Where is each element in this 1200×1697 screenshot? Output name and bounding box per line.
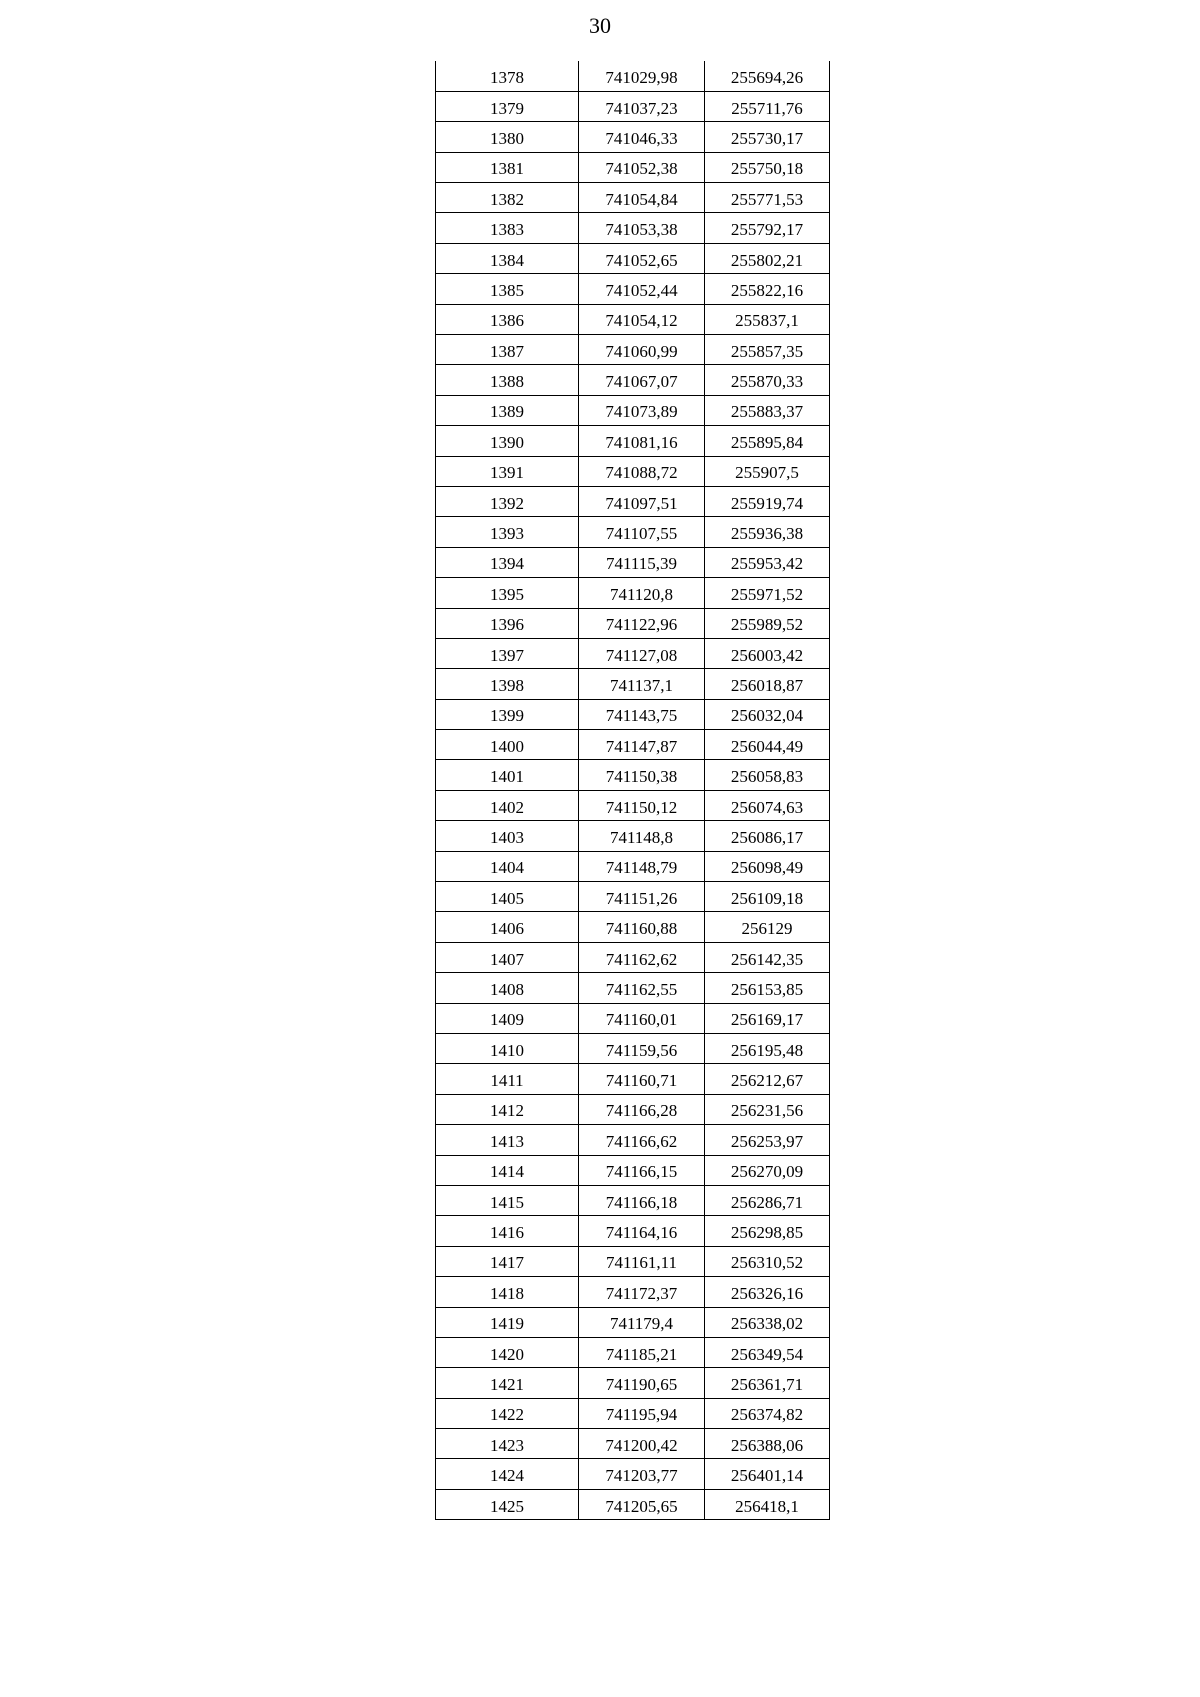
coordinates-table-body xyxy=(436,61,830,1520)
point-number-cell: 1410 xyxy=(436,1034,579,1064)
y-coordinate-cell: 255771,53 xyxy=(705,183,830,213)
y-coordinate-cell: 256253,97 xyxy=(705,1125,830,1155)
table-row xyxy=(436,1125,830,1155)
table-row xyxy=(436,851,830,881)
table-row xyxy=(436,547,830,577)
point-number-cell: 1425 xyxy=(436,1489,579,1519)
y-coordinate-cell: 256153,85 xyxy=(705,973,830,1003)
point-number-cell: 1423 xyxy=(436,1429,579,1459)
table-row xyxy=(436,456,830,486)
table-row xyxy=(436,426,830,456)
table-row xyxy=(436,91,830,121)
table-row xyxy=(436,1216,830,1246)
y-coordinate-cell: 256098,49 xyxy=(705,851,830,881)
point-number-cell: 1395 xyxy=(436,578,579,608)
y-coordinate-cell: 256212,67 xyxy=(705,1064,830,1094)
table-row xyxy=(436,608,830,638)
x-coordinate-cell: 741162,62 xyxy=(579,942,705,972)
point-number-cell: 1378 xyxy=(436,61,579,91)
y-coordinate-cell: 256074,63 xyxy=(705,790,830,820)
point-number-cell: 1415 xyxy=(436,1185,579,1215)
point-number-cell: 1383 xyxy=(436,213,579,243)
x-coordinate-cell: 741179,4 xyxy=(579,1307,705,1337)
point-number-cell: 1379 xyxy=(436,91,579,121)
x-coordinate-cell: 741166,28 xyxy=(579,1094,705,1124)
table-row xyxy=(436,942,830,972)
table-row xyxy=(436,183,830,213)
y-coordinate-cell: 255694,26 xyxy=(705,61,830,91)
table-row xyxy=(436,973,830,1003)
point-number-cell: 1419 xyxy=(436,1307,579,1337)
table-row xyxy=(436,882,830,912)
y-coordinate-cell: 255837,1 xyxy=(705,304,830,334)
x-coordinate-cell: 741143,75 xyxy=(579,699,705,729)
point-number-cell: 1421 xyxy=(436,1368,579,1398)
table-row xyxy=(436,638,830,668)
y-coordinate-cell: 255711,76 xyxy=(705,91,830,121)
y-coordinate-cell: 256142,35 xyxy=(705,942,830,972)
point-number-cell: 1382 xyxy=(436,183,579,213)
table-row xyxy=(436,274,830,304)
point-number-cell: 1416 xyxy=(436,1216,579,1246)
table-row xyxy=(436,1155,830,1185)
y-coordinate-cell: 256361,71 xyxy=(705,1368,830,1398)
x-coordinate-cell: 741166,15 xyxy=(579,1155,705,1185)
y-coordinate-cell: 255989,52 xyxy=(705,608,830,638)
x-coordinate-cell: 741107,55 xyxy=(579,517,705,547)
x-coordinate-cell: 741052,38 xyxy=(579,152,705,182)
y-coordinate-cell: 256286,71 xyxy=(705,1185,830,1215)
table-row xyxy=(436,730,830,760)
point-number-cell: 1404 xyxy=(436,851,579,881)
table-row xyxy=(436,517,830,547)
table-row xyxy=(436,395,830,425)
y-coordinate-cell: 256310,52 xyxy=(705,1246,830,1276)
x-coordinate-cell: 741120,8 xyxy=(579,578,705,608)
point-number-cell: 1422 xyxy=(436,1398,579,1428)
point-number-cell: 1417 xyxy=(436,1246,579,1276)
x-coordinate-cell: 741151,26 xyxy=(579,882,705,912)
point-number-cell: 1409 xyxy=(436,1003,579,1033)
y-coordinate-cell: 255857,35 xyxy=(705,335,830,365)
table-row xyxy=(436,61,830,91)
point-number-cell: 1391 xyxy=(436,456,579,486)
table-row xyxy=(436,790,830,820)
y-coordinate-cell: 256195,48 xyxy=(705,1034,830,1064)
point-number-cell: 1403 xyxy=(436,821,579,851)
point-number-cell: 1396 xyxy=(436,608,579,638)
table-row xyxy=(436,760,830,790)
y-coordinate-cell: 255822,16 xyxy=(705,274,830,304)
y-coordinate-cell: 256169,17 xyxy=(705,1003,830,1033)
y-coordinate-cell: 256044,49 xyxy=(705,730,830,760)
x-coordinate-cell: 741203,77 xyxy=(579,1459,705,1489)
x-coordinate-cell: 741054,12 xyxy=(579,304,705,334)
x-coordinate-cell: 741172,37 xyxy=(579,1277,705,1307)
x-coordinate-cell: 741046,33 xyxy=(579,122,705,152)
point-number-cell: 1392 xyxy=(436,486,579,516)
table-row xyxy=(436,1398,830,1428)
x-coordinate-cell: 741147,87 xyxy=(579,730,705,760)
point-number-cell: 1394 xyxy=(436,547,579,577)
x-coordinate-cell: 741159,56 xyxy=(579,1034,705,1064)
y-coordinate-cell: 256032,04 xyxy=(705,699,830,729)
y-coordinate-cell: 256374,82 xyxy=(705,1398,830,1428)
point-number-cell: 1393 xyxy=(436,517,579,547)
table-row xyxy=(436,578,830,608)
point-number-cell: 1424 xyxy=(436,1459,579,1489)
x-coordinate-cell: 741052,44 xyxy=(579,274,705,304)
x-coordinate-cell: 741052,65 xyxy=(579,243,705,273)
y-coordinate-cell: 255936,38 xyxy=(705,517,830,547)
table-row xyxy=(436,1459,830,1489)
point-number-cell: 1389 xyxy=(436,395,579,425)
table-row xyxy=(436,1064,830,1094)
y-coordinate-cell: 255870,33 xyxy=(705,365,830,395)
y-coordinate-cell: 256003,42 xyxy=(705,638,830,668)
table-row xyxy=(436,1277,830,1307)
table-row xyxy=(436,152,830,182)
y-coordinate-cell: 255895,84 xyxy=(705,426,830,456)
point-number-cell: 1405 xyxy=(436,882,579,912)
point-number-cell: 1381 xyxy=(436,152,579,182)
table-row xyxy=(436,486,830,516)
x-coordinate-cell: 741162,55 xyxy=(579,973,705,1003)
y-coordinate-cell: 256326,16 xyxy=(705,1277,830,1307)
table-row xyxy=(436,1337,830,1367)
x-coordinate-cell: 741150,38 xyxy=(579,760,705,790)
point-number-cell: 1414 xyxy=(436,1155,579,1185)
point-number-cell: 1398 xyxy=(436,669,579,699)
table-row xyxy=(436,1489,830,1519)
x-coordinate-cell: 741060,99 xyxy=(579,335,705,365)
point-number-cell: 1385 xyxy=(436,274,579,304)
x-coordinate-cell: 741148,8 xyxy=(579,821,705,851)
table-row xyxy=(436,669,830,699)
y-coordinate-cell: 256058,83 xyxy=(705,760,830,790)
x-coordinate-cell: 741122,96 xyxy=(579,608,705,638)
point-number-cell: 1390 xyxy=(436,426,579,456)
x-coordinate-cell: 741166,62 xyxy=(579,1125,705,1155)
y-coordinate-cell: 256086,17 xyxy=(705,821,830,851)
point-number-cell: 1412 xyxy=(436,1094,579,1124)
x-coordinate-cell: 741150,12 xyxy=(579,790,705,820)
table-row xyxy=(436,213,830,243)
x-coordinate-cell: 741029,98 xyxy=(579,61,705,91)
x-coordinate-cell: 741081,16 xyxy=(579,426,705,456)
x-coordinate-cell: 741088,72 xyxy=(579,456,705,486)
table-row xyxy=(436,1094,830,1124)
x-coordinate-cell: 741053,38 xyxy=(579,213,705,243)
point-number-cell: 1380 xyxy=(436,122,579,152)
x-coordinate-cell: 741097,51 xyxy=(579,486,705,516)
point-number-cell: 1388 xyxy=(436,365,579,395)
y-coordinate-cell: 255792,17 xyxy=(705,213,830,243)
x-coordinate-cell: 741127,08 xyxy=(579,638,705,668)
y-coordinate-cell: 255953,42 xyxy=(705,547,830,577)
point-number-cell: 1384 xyxy=(436,243,579,273)
y-coordinate-cell: 255971,52 xyxy=(705,578,830,608)
point-number-cell: 1413 xyxy=(436,1125,579,1155)
table-row xyxy=(436,1034,830,1064)
x-coordinate-cell: 741195,94 xyxy=(579,1398,705,1428)
table-row xyxy=(436,1307,830,1337)
x-coordinate-cell: 741166,18 xyxy=(579,1185,705,1215)
table-row xyxy=(436,243,830,273)
y-coordinate-cell: 255919,74 xyxy=(705,486,830,516)
table-row xyxy=(436,699,830,729)
x-coordinate-cell: 741037,23 xyxy=(579,91,705,121)
y-coordinate-cell: 255730,17 xyxy=(705,122,830,152)
table-row xyxy=(436,1368,830,1398)
y-coordinate-cell: 256418,1 xyxy=(705,1489,830,1519)
y-coordinate-cell: 256018,87 xyxy=(705,669,830,699)
point-number-cell: 1402 xyxy=(436,790,579,820)
table-row xyxy=(436,335,830,365)
table-row xyxy=(436,122,830,152)
x-coordinate-cell: 741190,65 xyxy=(579,1368,705,1398)
x-coordinate-cell: 741205,65 xyxy=(579,1489,705,1519)
y-coordinate-cell: 256401,14 xyxy=(705,1459,830,1489)
point-number-cell: 1411 xyxy=(436,1064,579,1094)
y-coordinate-cell: 256109,18 xyxy=(705,882,830,912)
table-row xyxy=(436,304,830,334)
point-number-cell: 1407 xyxy=(436,942,579,972)
y-coordinate-cell: 255883,37 xyxy=(705,395,830,425)
page-number: 30 xyxy=(589,13,611,38)
table-row xyxy=(436,365,830,395)
x-coordinate-cell: 741160,88 xyxy=(579,912,705,942)
y-coordinate-cell: 256231,56 xyxy=(705,1094,830,1124)
x-coordinate-cell: 741160,71 xyxy=(579,1064,705,1094)
table-row xyxy=(436,1003,830,1033)
table-row xyxy=(436,912,830,942)
x-coordinate-cell: 741115,39 xyxy=(579,547,705,577)
point-number-cell: 1387 xyxy=(436,335,579,365)
coordinates-table xyxy=(435,61,830,1520)
y-coordinate-cell: 256338,02 xyxy=(705,1307,830,1337)
point-number-cell: 1386 xyxy=(436,304,579,334)
x-coordinate-cell: 741161,11 xyxy=(579,1246,705,1276)
x-coordinate-cell: 741067,07 xyxy=(579,365,705,395)
table-row xyxy=(436,1246,830,1276)
point-number-cell: 1399 xyxy=(436,699,579,729)
x-coordinate-cell: 741164,16 xyxy=(579,1216,705,1246)
y-coordinate-cell: 256349,54 xyxy=(705,1337,830,1367)
y-coordinate-cell: 255750,18 xyxy=(705,152,830,182)
point-number-cell: 1420 xyxy=(436,1337,579,1367)
x-coordinate-cell: 741137,1 xyxy=(579,669,705,699)
y-coordinate-cell: 256270,09 xyxy=(705,1155,830,1185)
y-coordinate-cell: 255907,5 xyxy=(705,456,830,486)
y-coordinate-cell: 256298,85 xyxy=(705,1216,830,1246)
table-row xyxy=(436,821,830,851)
point-number-cell: 1406 xyxy=(436,912,579,942)
table-row xyxy=(436,1185,830,1215)
table-row xyxy=(436,1429,830,1459)
point-number-cell: 1400 xyxy=(436,730,579,760)
x-coordinate-cell: 741160,01 xyxy=(579,1003,705,1033)
x-coordinate-cell: 741200,42 xyxy=(579,1429,705,1459)
point-number-cell: 1401 xyxy=(436,760,579,790)
x-coordinate-cell: 741185,21 xyxy=(579,1337,705,1367)
x-coordinate-cell: 741054,84 xyxy=(579,183,705,213)
x-coordinate-cell: 741073,89 xyxy=(579,395,705,425)
y-coordinate-cell: 256129 xyxy=(705,912,830,942)
point-number-cell: 1408 xyxy=(436,973,579,1003)
point-number-cell: 1397 xyxy=(436,638,579,668)
y-coordinate-cell: 255802,21 xyxy=(705,243,830,273)
y-coordinate-cell: 256388,06 xyxy=(705,1429,830,1459)
point-number-cell: 1418 xyxy=(436,1277,579,1307)
x-coordinate-cell: 741148,79 xyxy=(579,851,705,881)
